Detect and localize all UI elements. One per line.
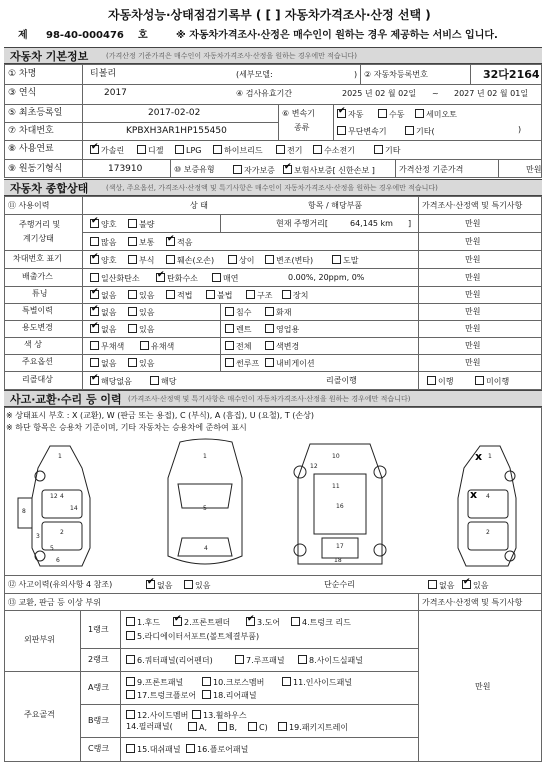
mileage-normal[interactable]: 보통 <box>128 237 154 247</box>
cert-ho: 호 <box>138 30 148 41</box>
price-unit: 만원 <box>465 219 481 228</box>
rank-1: 1랭크 <box>88 625 109 634</box>
engine-label: ⑨ 원동기형식 <box>8 164 63 174</box>
cert-no-value: 98-40-000476 <box>46 30 124 41</box>
emission-smoke[interactable]: 매연 <box>212 273 238 283</box>
vin-value: KPBXH3AR1HP155450 <box>126 126 227 136</box>
svg-text:4: 4 <box>486 493 490 500</box>
fuel-hybrid[interactable]: 하이브리드 <box>213 145 263 155</box>
part-package-tray[interactable]: 19.패키지트레이 <box>278 722 348 732</box>
price-unit: 만원 <box>465 255 481 264</box>
svg-text:x: x <box>470 488 478 501</box>
price-unit: 만원 <box>465 237 481 246</box>
transmission-manual[interactable]: 수동 <box>378 109 404 119</box>
detail-model-label: (세부모델: <box>236 70 273 79</box>
tuning-illegal[interactable]: 불법 <box>206 290 232 300</box>
tuning-legal[interactable]: 적법 <box>166 290 192 300</box>
part-roof-panel[interactable]: 7.루프패널 <box>235 655 285 665</box>
col-usage: ⑪ 사용이력 <box>8 201 50 210</box>
option-navi[interactable]: 내비게이션 <box>265 358 315 368</box>
price-unit: 만원 <box>465 307 481 316</box>
cert-no-label: 제 <box>18 30 28 41</box>
special-none[interactable]: ✔ 없음 <box>90 307 116 317</box>
option-none[interactable]: 없음 <box>90 358 116 368</box>
svg-text:12: 12 <box>310 463 318 470</box>
vin-alter[interactable]: 변조(변타) <box>265 255 313 265</box>
svg-text:1: 1 <box>58 453 62 460</box>
mileage-label: 주행거리 및 <box>19 220 61 229</box>
col-status: 상 태 <box>190 201 208 210</box>
use-rent[interactable]: 렌트 <box>225 324 251 334</box>
vin-corrosion[interactable]: 부식 <box>128 255 154 265</box>
color-achromatic[interactable]: 무채색 <box>90 341 124 351</box>
part-floor-panel[interactable]: 16.플로어패널 <box>186 744 248 754</box>
accident-none[interactable]: ✔ 없음 <box>146 580 172 590</box>
fuel-label: ⑧ 사용연료 <box>8 144 54 154</box>
svg-text:6: 6 <box>56 557 60 564</box>
special-fire[interactable]: 화재 <box>265 307 291 317</box>
warranty-label: ⑩ 보증유형 <box>174 165 215 174</box>
part-trunk-floor[interactable]: 17.트렁크플로어 <box>126 690 196 700</box>
part-rear-panel[interactable]: 18.리어패널 <box>202 690 257 700</box>
tuning-yes[interactable]: 있음 <box>128 290 154 300</box>
first-reg-value: 2017-02-02 <box>148 108 201 118</box>
transmission-cvt[interactable]: 무단변속기 <box>337 126 387 136</box>
part-inside-panel[interactable]: 11.인사이드패널 <box>282 677 352 687</box>
pillar-c[interactable]: C) <box>248 722 268 732</box>
use-change-label: 용도변경 <box>22 323 53 332</box>
vin-mark-label: 차대번호 표기 <box>13 254 62 263</box>
accident-yes[interactable]: 있음 <box>184 580 210 590</box>
special-label: 특별이력 <box>22 306 53 315</box>
svg-text:17: 17 <box>336 543 344 550</box>
part-hood[interactable]: 1.후드 <box>126 617 160 627</box>
fuel-lpg[interactable]: LPG <box>175 145 201 155</box>
col-price: 가격조사·산정액 및 특기사항 <box>422 201 523 210</box>
recall-done-label: 리콜이행 <box>326 376 357 385</box>
current-mileage-value: 64,145 km <box>350 219 393 228</box>
accident-header: 사고·교환·수리 등 이력 (가격조사·산정액 및 특기사항은 매수인이 자동차가격조사·산정을 원하는 경우에만 적습니다) <box>4 390 542 407</box>
transmission-etc[interactable]: 기타( <box>405 126 435 136</box>
use-yes[interactable]: 있음 <box>128 324 154 334</box>
accident-history-label: ⑫ 사고이력(유의사항 4 참조) <box>8 580 113 589</box>
engine-value: 173910 <box>108 164 143 174</box>
color-whole[interactable]: 전체 <box>225 341 251 351</box>
svg-text:8: 8 <box>22 508 26 515</box>
price-unit: 만원 <box>465 290 481 299</box>
fuel-diesel[interactable]: 디젤 <box>137 145 163 155</box>
tuning-structure[interactable]: 구조 <box>246 290 272 300</box>
car-right-outline <box>458 446 516 566</box>
rank-a: A랭크 <box>88 683 109 692</box>
part-radiator-support[interactable]: 5.라디에이터서포트(볼트체결부품) <box>126 631 259 641</box>
fuel-gasoline[interactable]: ✔ 가솔린 <box>90 145 124 155</box>
car-left-outline <box>32 446 90 566</box>
option-label: 주요옵션 <box>22 357 53 366</box>
part-front-fender[interactable]: ✔ 2.프론트펜더 <box>173 617 230 627</box>
special-yes[interactable]: 있음 <box>128 307 154 317</box>
svg-text:2: 2 <box>486 529 490 536</box>
rank-2: 2랭크 <box>88 655 109 664</box>
warranty-self[interactable]: 자가보증 <box>233 165 275 175</box>
emission-values: 0.00%, 20ppm, 0% <box>288 273 365 282</box>
svg-text:1: 1 <box>203 453 207 460</box>
option-yes[interactable]: 있음 <box>128 358 154 368</box>
car-name-label: ① 차명 <box>8 69 37 79</box>
part-dash-panel[interactable]: 15.대쉬패널 <box>126 744 181 754</box>
recall-none[interactable]: ✔ 해당없음 <box>90 376 132 386</box>
simple-repair-yes[interactable]: ✔ 있음 <box>462 580 488 590</box>
exchange-price-header: 가격조사·산정액 및 특기사항 <box>422 598 523 607</box>
price-unit: 만원 <box>465 273 481 282</box>
svg-text:4: 4 <box>204 545 208 552</box>
svg-text:5: 5 <box>203 505 207 512</box>
first-reg-label: ⑤ 최초등록일 <box>8 108 63 118</box>
basic-info-table <box>4 64 542 178</box>
transmission-label: ⑥ 변속기 <box>282 109 315 118</box>
fuel-hydrogen[interactable]: 수소전기 <box>313 145 355 155</box>
rank-c: C랭크 <box>88 744 110 753</box>
color-label: 색 상 <box>24 340 42 349</box>
svg-text:2: 2 <box>60 529 64 536</box>
part-cross-member[interactable]: 10.크로스멤버 <box>202 677 264 687</box>
vin-good[interactable]: ✔ 양호 <box>90 255 116 265</box>
svg-text:1: 1 <box>488 453 492 460</box>
emission-co[interactable]: 일산화탄소 <box>90 273 140 283</box>
price-unit: 만원 <box>465 358 481 367</box>
pillar-a[interactable]: A, <box>188 722 207 732</box>
simple-repair-none[interactable]: 없음 <box>428 580 454 590</box>
emission-hc[interactable]: ✔ 탄화수소 <box>156 273 198 283</box>
svg-text:12: 12 <box>50 493 58 500</box>
vin-damage[interactable]: 훼손(오손) <box>166 255 214 265</box>
part-quarter-panel[interactable]: 6.쿼터패널(리어펜더) <box>126 655 213 665</box>
recall-not-done[interactable]: 미이행 <box>475 376 509 386</box>
reg-no-label: ② 자동차등록번호 <box>364 70 428 79</box>
legend-line1: ※ 상태표시 부호 : X (교환), W (판금 또는 용접), C (부식), A (흠집), U (요철), T (손상) <box>6 411 315 420</box>
current-mileage-label: 현재 주행거리[ <box>276 219 329 228</box>
svg-text:11: 11 <box>332 483 340 490</box>
mileage-good[interactable]: ✔양호 <box>90 219 116 229</box>
inspection-label: ④ 검사유효기간 <box>236 89 293 98</box>
col-item: 항목 / 해당부품 <box>308 201 363 210</box>
part-side-sill[interactable]: 8.사이드실패널 <box>298 655 363 665</box>
color-chromatic[interactable]: 유채색 <box>140 341 174 351</box>
svg-text:x: x <box>475 450 483 463</box>
year-value: 2017 <box>104 88 127 98</box>
price-base-label: 가격산정 기준가격 <box>399 165 464 174</box>
reg-no-value: 32다2164 <box>483 68 540 81</box>
basic-info-header: 자동차 기본정보 (가격산정 기준가격은 매수인이 자동차가격조사·산정을 원하는 경우에만 적습니다) <box>4 47 542 64</box>
part-wheel-house[interactable]: 13.휠하우스 <box>192 710 247 720</box>
warranty-insurance[interactable]: ✔ 보험사보증[ 신한손보 ] <box>283 165 375 175</box>
pillar-panel-label: 14.필러패널( <box>126 722 173 731</box>
notice: ※ 자동차가격조사·산정은 매수인이 원하는 경우 제공하는 서비스 입니다. <box>176 30 498 41</box>
status-header: 자동차 종합상태 (색상, 주요옵션, 가격조사·산정액 및 특기사항은 매수인이 자동차가격조사·산정을 원하는 경우에만 적습니다) <box>4 179 542 196</box>
part-door[interactable]: ✔ 3.도어 <box>246 617 280 627</box>
color-change[interactable]: 색변경 <box>265 341 299 351</box>
special-flood[interactable]: 침수 <box>225 307 251 317</box>
fuel-etc[interactable]: 기타 <box>374 145 400 155</box>
svg-text:10: 10 <box>332 453 340 460</box>
emission-label: 배출가스 <box>22 272 53 281</box>
exchange-price-unit: 만원 <box>475 682 491 691</box>
tuning-device[interactable]: 장치 <box>282 290 308 300</box>
use-business[interactable]: 영업용 <box>265 324 299 334</box>
recall-yes[interactable]: 해당 <box>150 376 176 386</box>
option-sunroof[interactable]: 썬루프 <box>225 358 259 368</box>
mileage-few[interactable]: ✔ 적음 <box>166 237 192 247</box>
price-unit: 만원 <box>465 324 481 333</box>
rank-b: B랭크 <box>88 716 109 725</box>
fuel-electric[interactable]: 전기 <box>276 145 302 155</box>
tuning-none[interactable]: ✔ 없음 <box>90 290 116 300</box>
vin-label: ⑦ 차대번호 <box>8 126 54 136</box>
inspection-from: 2025 년 02 월 02일 <box>342 89 417 98</box>
year-label: ③ 연식 <box>8 88 37 98</box>
tuning-label: 튜닝 <box>32 289 48 298</box>
part-trunk-lid[interactable]: 4.트렁크 리드 <box>291 617 351 627</box>
use-none[interactable]: ✔ 없음 <box>90 324 116 334</box>
svg-text:5: 5 <box>50 545 54 552</box>
price-unit: 만원 <box>465 341 481 350</box>
vin-smear[interactable]: 도말 <box>332 255 358 265</box>
part-side-member[interactable]: 12.사이드멤버 <box>126 710 188 720</box>
inspection-to: 2027 년 02 월 01일 <box>454 89 529 98</box>
svg-text:14: 14 <box>70 505 78 512</box>
mileage-bad[interactable]: 불량 <box>128 219 154 229</box>
transmission-auto[interactable]: ✔자동 <box>337 109 363 119</box>
exchange-header: ⑬ 교환, 판금 등 이상 부위 <box>8 598 101 607</box>
svg-text:3: 3 <box>36 533 40 540</box>
part-front-panel[interactable]: 9.프론트패널 <box>126 677 183 687</box>
frame-label: 주요골격 <box>24 710 55 719</box>
price-base-unit: 만원 <box>526 165 542 174</box>
simple-repair-label: 단순수리 <box>324 580 355 589</box>
transmission-semi[interactable]: 세미오토 <box>415 109 457 119</box>
recall-label: 리콜대상 <box>22 375 53 384</box>
legend-line2: ※ 하단 항목은 승용차 기준이며, 기타 자동차는 승용차에 준하여 표시 <box>6 423 247 432</box>
vin-diff[interactable]: 상이 <box>228 255 254 265</box>
mileage-many[interactable]: 많음 <box>90 237 116 247</box>
outer-panel-label: 외판부위 <box>24 635 55 644</box>
car-name-value: 티볼리 <box>90 69 117 79</box>
svg-text:16: 16 <box>336 503 344 510</box>
document-title: 자동차성능·상태점검기록부 ( [ ] 자동차가격조사·산정 선택 ) <box>108 8 431 22</box>
svg-text:4: 4 <box>60 493 64 500</box>
recall-done[interactable]: 이행 <box>427 376 453 386</box>
pillar-b[interactable]: B, <box>218 722 237 732</box>
car-diagram <box>10 438 540 574</box>
svg-text:18: 18 <box>334 557 342 564</box>
